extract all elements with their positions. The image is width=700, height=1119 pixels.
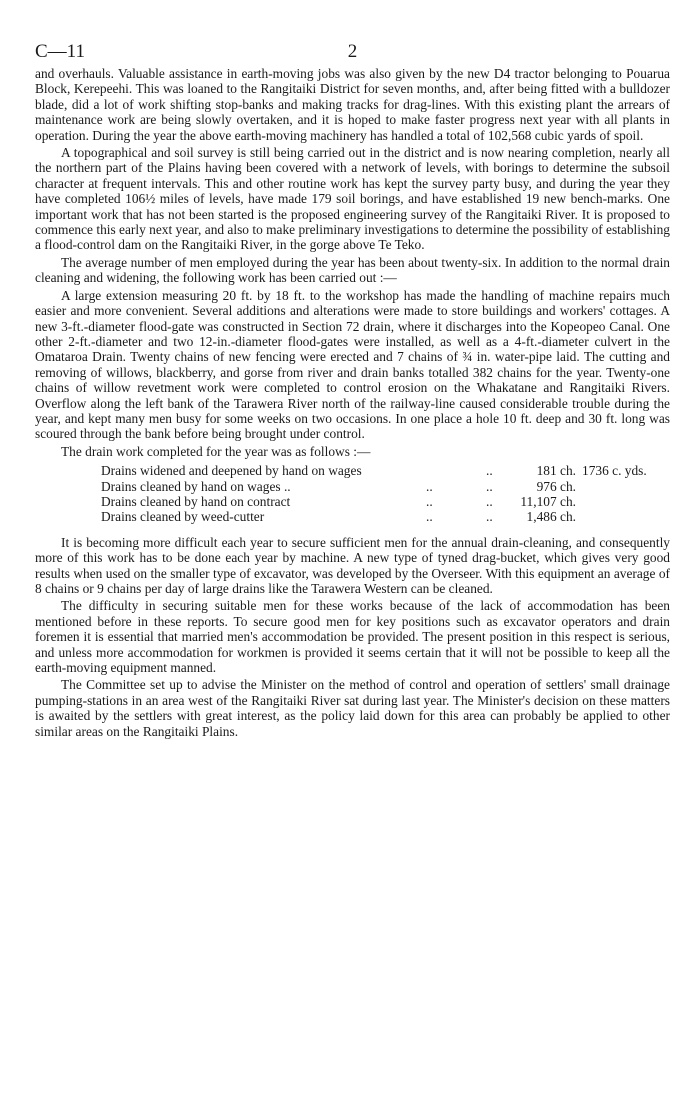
leader-dots: .. bbox=[426, 509, 433, 525]
table-row bbox=[101, 463, 670, 478]
drain-work-table bbox=[101, 463, 670, 525]
table-row bbox=[101, 494, 670, 509]
drain-description: Drains cleaned by hand on contract bbox=[101, 493, 291, 509]
table-row bbox=[101, 479, 670, 494]
leader-dots: .. bbox=[486, 463, 493, 479]
table-row bbox=[101, 509, 670, 524]
leader-dots: .. bbox=[426, 478, 433, 494]
paragraph-accommodation: The difficulty in securing suitable men for these works because of the lack of accommodation has been mentioned before in these reports. To secure good men for key positions such as excavator operators and drain foremen it is essential that married men's accommodation be provided. The present position in this respect is serious, and unless more accommodation for workmen is provided it seems certain that it will not be possible to keep all the earth-moving equipment manned. bbox=[35, 598, 670, 676]
document-reference: C—11 bbox=[35, 41, 85, 62]
drain-description: Drains cleaned by hand on wages .. bbox=[101, 478, 291, 494]
paragraph-works-carried-out: A large extension measuring 20 ft. by 18 ft. to the workshop has made the handling of machine repairs much easier and more convenient. Several additions and alterations were made to store buildings and workers' cottages. A new 3-ft.-diameter flood-gate was constructed in Section 72 drain, where it discharges into the Kopeopeo Canal. One other 2-ft.-diameter and two 12-in.-diameter flood-gates were installed, as well as a 4-ft.-diameter culvert in the Omataroa Drain. Twenty chains of new fencing were erected and 7 chains of ¾ in. water-pipe laid. The cutting and removing of willows, blackberry, and gorse from river and drain banks totalled 382 chains for the year. Twenty-one chains of willow revetment work were completed to control erosion on the Whakatane and Rangitaiki Rivers. Overflow along the left bank of the Tarawera River north of the railway-line caused considerable trouble during the year, and kept many men busy for some weeks on two occasions. In one place a hole 10 ft. deep and 30 ft. long was scoured through the bank before being brought under control. bbox=[35, 287, 670, 442]
drain-quantity: 976 ch. bbox=[536, 478, 576, 494]
leader-dots: .. bbox=[426, 493, 433, 509]
drain-extra: 1736 c. yds. bbox=[582, 463, 647, 479]
paragraph-earth-moving: and overhauls. Valuable assistance in earth-moving jobs was also given by the new D4 tractor belonging to Pouarua Block, Kerepeehi. This was loaned to the Rangitaiki District for seven months, and, after being fitted with a bulldozer blade, did a lot of work shifting stop-banks and making tracks for drag-lines. With this existing plant the arrears of maintenance work are being slowly overtaken, and it is hoped to make faster progress next year with all plants in operation. During the year the above earth-moving machinery has handled a total of 102,568 cubic yards of spoil. bbox=[35, 66, 670, 143]
drain-quantity: 11,107 ch. bbox=[520, 493, 576, 509]
paragraph-labour-shortage: It is becoming more difficult each year to secure sufficient men for the annual drain-cleaning, and consequently more of this work has to be done each year by machine. A new type of tyned drag-bucket, which gives very good results when used on the smaller type of excavator, was developed by the Overseer. With this equipment an average of 8 chains or 9 chains per day of large drains like the Tarawera Western can be cleaned. bbox=[35, 534, 670, 596]
paragraph-drain-work-intro: The drain work completed for the year was as follows :— bbox=[61, 443, 371, 459]
leader-dots bbox=[426, 463, 486, 478]
paragraph-committee: The Committee set up to advise the Minister on the method of control and operation of settlers' small drainage pumping-stations in an area west of the Rangitaiki River sat during last year. The Minister's decision on these matters is awaited by the settlers with great interest, as the policy laid down for this area can probably be applied to other similar areas on the Rangitaiki Plains. bbox=[35, 677, 670, 739]
leader-dots: .. bbox=[486, 509, 493, 525]
drain-quantity: 1,486 ch. bbox=[526, 509, 576, 525]
document-page bbox=[35, 40, 670, 741]
drain-quantity: 181 ch. bbox=[536, 463, 576, 479]
page-header bbox=[35, 40, 670, 66]
leader-dots: .. bbox=[486, 493, 493, 509]
paragraph-survey: A topographical and soil survey is still being carried out in the district and is now nearing completion, nearly all the northern part of the Plains having been covered with a network of levels, with borings to determine the subsoil character at frequent intervals. This and other routine work has kept the survey party busy, and during the year they have completed 106½ miles of levels, have made 179 soil borings, and have established 19 new bench-marks. One important work that has not been started is the proposed engineering survey of the Rangitaiki River. It is proposed to commence this early next year, and also to make preliminary investigations to determine the possibility of establishing a flood-control dam on the Rangitaiki River, in the gorge above Te Teko. bbox=[35, 145, 670, 253]
page-number: 2 bbox=[347, 41, 358, 62]
paragraph-men-employed: The average number of men employed during the year has been about twenty-six. In addition to the normal drain cleaning and widening, the following work has been carried out :— bbox=[35, 254, 670, 286]
drain-description: Drains widened and deepened by hand on wages bbox=[101, 463, 362, 479]
drain-extra bbox=[576, 509, 670, 524]
drain-extra bbox=[576, 479, 670, 494]
leader-dots: .. bbox=[486, 478, 493, 494]
drain-extra bbox=[576, 494, 670, 509]
drain-description: Drains cleaned by weed-cutter bbox=[101, 509, 265, 525]
